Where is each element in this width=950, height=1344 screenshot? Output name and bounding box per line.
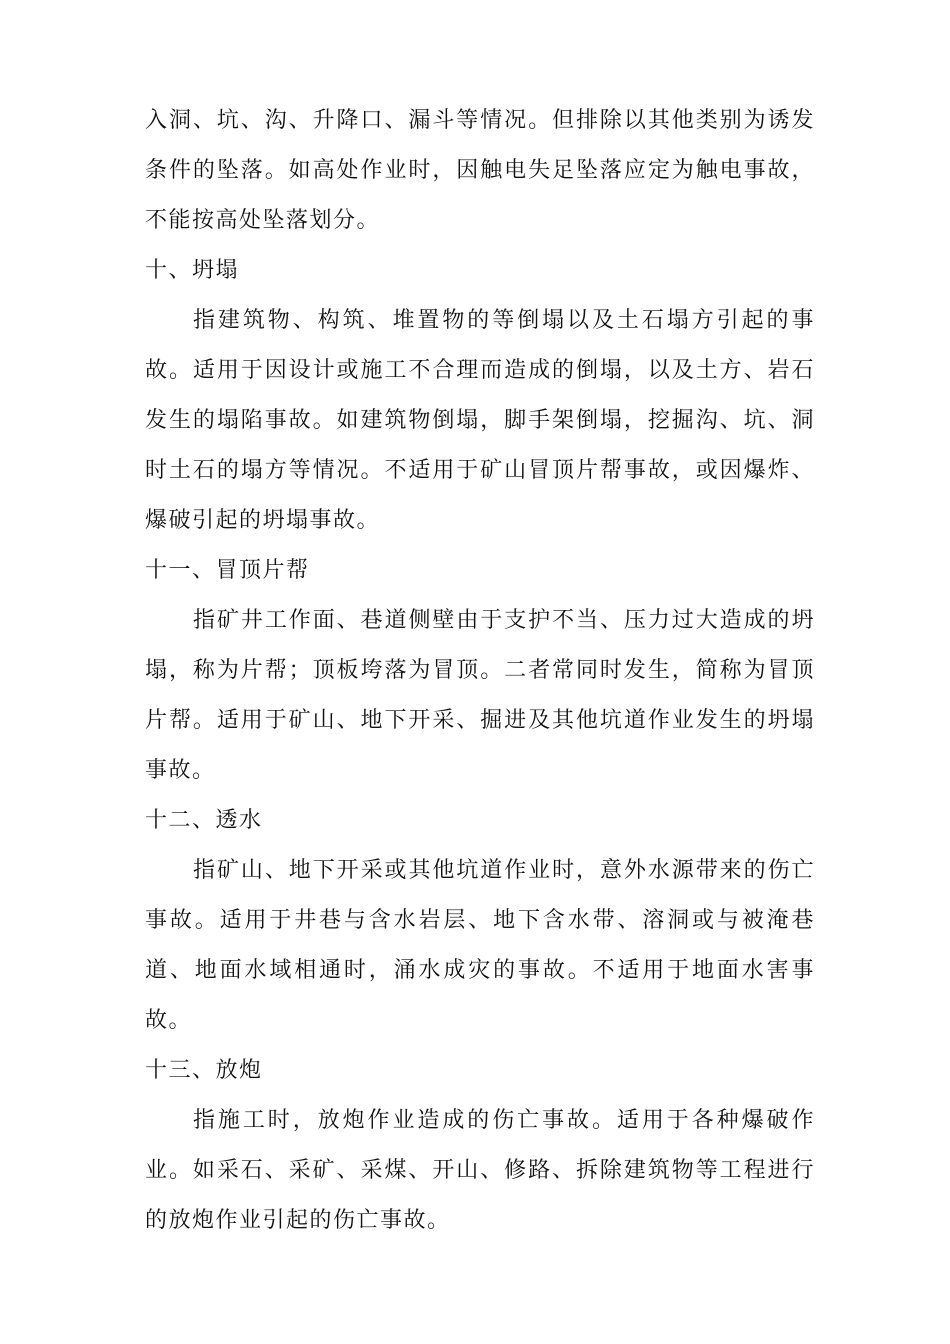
paragraph-blasting: 指施工时，放炮作业造成的伤亡事故。适用于各种爆破作业。如采石、采矿、采煤、开山、修路、拆除建筑物等工程进行的放炮作业引起的伤亡事故。: [145, 1108, 815, 1233]
section-heading-collapse: 十、坍塌: [145, 258, 240, 283]
paragraph-collapse: 指建筑物、构筑、堆置物的等倒塌以及土石塌方引起的事故。适用于因设计或施工不合理而造成的倒塌，以及土方、岩石发生的塌陷事故。如建筑物倒塌，脚手架倒塌，挖掘沟、坑、洞时土石的塌方等情况。不适用于矿山冒顶片帮事故，或因爆炸、爆破引起的坍塌事故。: [145, 308, 815, 533]
paragraph-water-inrush: 指矿山、地下开采或其他坑道作业时，意外水源带来的伤亡事故。适用于井巷与含水岩层、地下含水带、溶洞或与被淹巷道、地面水域相通时，涌水成灾的事故。不适用于地面水害事故。: [145, 858, 815, 1033]
section-heading-roof-fall: 十一、冒顶片帮: [145, 558, 310, 583]
section-heading-water-inrush: 十二、透水: [145, 808, 263, 833]
document-body: [145, 96, 815, 1246]
paragraph-roof-fall: 指矿井工作面、巷道侧壁由于支护不当、压力过大造成的坍塌，称为片帮；顶板垮落为冒顶。二者常同时发生，简称为冒顶片帮。适用于矿山、地下开采、掘进及其他坑道作业发生的坍塌事故。: [145, 608, 815, 783]
section-heading-blasting: 十三、放炮: [145, 1058, 263, 1083]
paragraph-falling-continued: 入洞、坑、沟、升降口、漏斗等情况。但排除以其他类别为诱发条件的坠落。如高处作业时，因触电失足坠落应定为触电事故，不能按高处坠落划分。: [145, 108, 815, 233]
